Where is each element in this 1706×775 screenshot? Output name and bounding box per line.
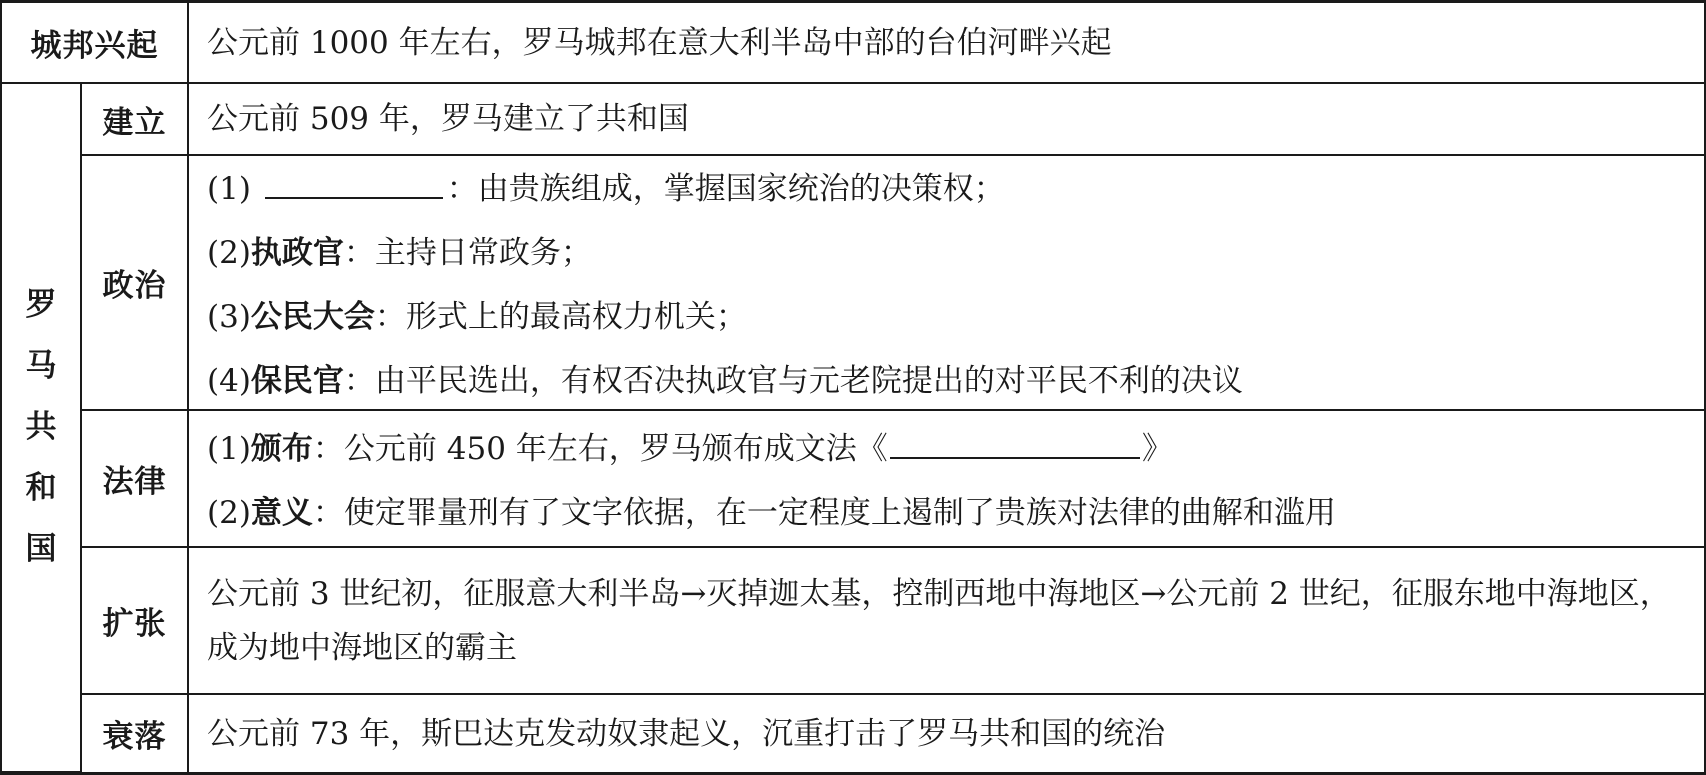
item-separator: ： bbox=[374, 298, 406, 335]
item-separator: ： bbox=[312, 494, 344, 531]
table-row-founding bbox=[2, 83, 1704, 155]
item-separator: ： bbox=[343, 362, 375, 399]
item-term: 颁布 bbox=[250, 430, 313, 467]
item-term: 保民官 bbox=[250, 362, 344, 399]
item-separator: ： bbox=[312, 430, 344, 467]
law-item bbox=[207, 493, 1694, 533]
item-description: 形式上的最高权力机关； bbox=[405, 298, 747, 335]
law-item bbox=[207, 425, 1694, 469]
politics-item bbox=[207, 297, 1694, 337]
republic-header-char: 马 bbox=[25, 348, 57, 384]
row-header-expansion: 扩张 bbox=[81, 547, 188, 694]
item-number: (1) bbox=[207, 170, 251, 207]
row-content-law bbox=[188, 410, 1704, 547]
item-description: 使定罪量刑有了文字依据，在一定程度上遏制了贵族对法律的曲解和滥用 bbox=[343, 494, 1336, 531]
row-content-rise: 公元前 1000 年左右，罗马城邦在意大利半岛中部的台伯河畔兴起 bbox=[188, 3, 1704, 83]
item-description: 由贵族组成，掌握国家统治的决策权； bbox=[477, 170, 1005, 207]
item-description-end: 》 bbox=[1141, 430, 1173, 467]
table-row-expansion bbox=[2, 547, 1704, 694]
item-number: (2) bbox=[207, 234, 251, 271]
item-term: 公民大会 bbox=[250, 298, 375, 335]
row-header-decline: 衰落 bbox=[81, 694, 188, 772]
row-content-politics bbox=[188, 155, 1704, 410]
item-number: (1) bbox=[207, 430, 251, 467]
item-separator: ： bbox=[343, 234, 375, 271]
row-content-decline: 公元前 73 年，斯巴达克发动奴隶起义，沉重打击了罗马共和国的统治 bbox=[188, 694, 1704, 772]
table-row-law bbox=[2, 410, 1704, 547]
row-header-law: 法律 bbox=[81, 410, 188, 547]
table-row-politics bbox=[2, 155, 1704, 410]
fill-in-blank[interactable] bbox=[890, 425, 1140, 459]
item-description: 由平民选出，有权否决执政官与元老院提出的对平民不利的决议 bbox=[374, 362, 1243, 399]
item-number: (4) bbox=[207, 362, 251, 399]
republic-header-char: 和 bbox=[25, 470, 57, 506]
row-header-rise: 城邦兴起 bbox=[2, 3, 188, 83]
item-number: (2) bbox=[207, 494, 251, 531]
politics-item bbox=[207, 361, 1694, 401]
item-description: 主持日常政务； bbox=[374, 234, 592, 271]
politics-item bbox=[207, 233, 1694, 273]
republic-header-char: 共 bbox=[25, 409, 57, 445]
republic-header-char: 罗 bbox=[25, 287, 57, 323]
row-header-politics: 政治 bbox=[81, 155, 188, 410]
item-description: 公元前 450 年左右，罗马颁布成文法《 bbox=[343, 430, 888, 467]
row-content-expansion: 公元前 3 世纪初，征服意大利半岛→灭掉迦太基，控制西地中海地区→公元前 2 世纪，征服东地中海地区，成为地中海地区的霸主 bbox=[188, 547, 1704, 694]
item-term: 意义 bbox=[250, 494, 313, 531]
item-term: 执政官 bbox=[250, 234, 344, 271]
row-header-founding: 建立 bbox=[81, 83, 188, 155]
row-content-founding: 公元前 509 年，罗马建立了共和国 bbox=[188, 83, 1704, 155]
table-row-decline bbox=[2, 694, 1704, 772]
fill-in-blank[interactable] bbox=[265, 165, 443, 199]
politics-item bbox=[207, 165, 1694, 209]
item-separator: ： bbox=[446, 170, 478, 207]
table-row-rise bbox=[2, 3, 1704, 83]
row-group-header-republic bbox=[2, 83, 81, 772]
roman-republic-table bbox=[2, 3, 1704, 773]
item-number: (3) bbox=[207, 298, 251, 335]
republic-header-char: 国 bbox=[25, 531, 57, 567]
